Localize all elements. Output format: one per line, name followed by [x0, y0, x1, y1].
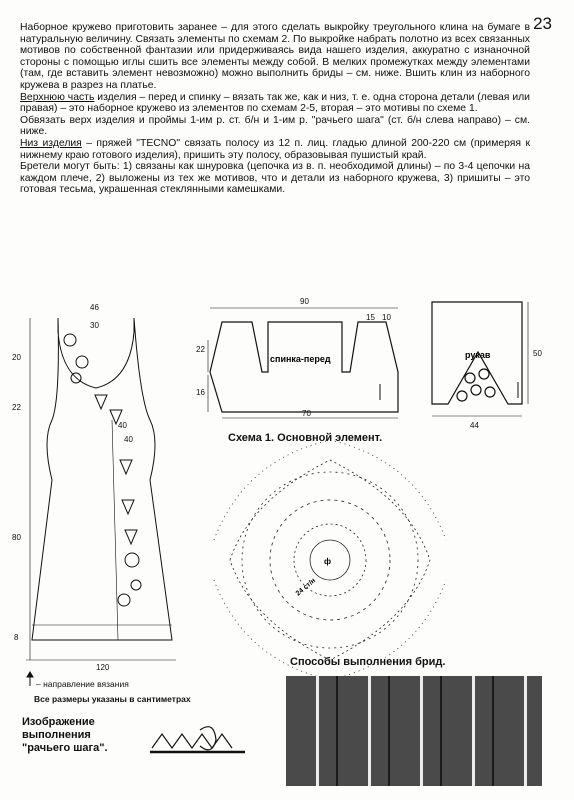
- dress-dim-80: 80: [12, 533, 21, 542]
- arrow-note: – направление вязания: [36, 679, 129, 689]
- dress-dim-20: 20: [12, 353, 21, 362]
- front-back-16: 16: [196, 388, 205, 397]
- front-back-total-width: 90: [300, 297, 309, 306]
- front-back-10: 10: [382, 313, 391, 322]
- paragraph: Низ изделия – пряжей "TECNO" связать полосу из 12 п. лиц. гладью длиной 200-220 см (примеряя к нижнему краю готового изделия), пришить эту полосу, образовывая пушистый край.: [20, 137, 530, 161]
- sleeve-height: 50: [533, 349, 542, 358]
- units-note: Все размеры указаны в сантиметрах: [34, 694, 191, 704]
- rachiy-shag-drawing: [150, 727, 245, 752]
- scheme1-caption: Схема 1. Основной элемент.: [228, 432, 383, 444]
- paragraph: Обвязать верх изделия и проймы 1-им р. ст. б/н и 1-им р. "рачьего шага" (ст. б/н слева направо) – см. ниже.: [20, 114, 530, 138]
- rachiy-caption: Изображение выполнения "рачьего шага".: [22, 716, 108, 754]
- dress-bottom-width: 120: [96, 663, 110, 672]
- svg-text:ф: ф: [324, 557, 331, 566]
- direction-arrow-icon: [27, 672, 33, 686]
- dress-pattern: [26, 318, 176, 660]
- motif-center-label: 24 ст/н: [294, 577, 318, 598]
- front-back-15: 15: [366, 313, 375, 322]
- paragraph: Верхнюю часть изделия – перед и спинку – вязать так же, как и низ, т. е. одна сторона детали (левая или правая) – это наборное кружево из элементов по схемам 2-5, вторая – это мотивы по схеме 1.: [20, 91, 530, 115]
- dress-top-width: 46: [90, 303, 99, 312]
- paragraph: Бретели могут быть: 1) связаны как шнуровка (цепочка из в. п. необходимой длины) – по 3-4 цепочки на каждом плече, 2) выложены из тех же мотивов, что и детали из наборного кружева, 3) пришиты – это готовая тесьма, украшенная стеклянными камешками.: [20, 161, 530, 196]
- dress-neck: 30: [90, 321, 99, 330]
- front-back-70: 70: [302, 409, 311, 418]
- front-back-22: 22: [196, 345, 205, 354]
- sleeve-label: рукав: [465, 350, 491, 360]
- dress-inner-40a: 40: [118, 421, 127, 430]
- dress-dim-8: 8: [14, 633, 19, 642]
- brides-caption: Способы выполнения брид.: [290, 656, 446, 668]
- page-number: 23: [533, 14, 552, 33]
- dress-dim-22: 22: [12, 403, 21, 412]
- brides-photo: [286, 676, 542, 786]
- dress-inner-40b: 40: [124, 435, 133, 444]
- front-back-label: спинка-перед: [270, 354, 331, 364]
- sleeve-width: 44: [470, 421, 479, 430]
- paragraph: Наборное кружево приготовить заранее – для этого сделать выкройку треугольного клина на бумаге в натуральную величину. Связать элементы по схемам 2. По выкройке набрать полотно из всех связанных мотивов по собственной фантазии или придерживаясь вида нашего изделия, аккуратно с изнаночной стороны с помощью иглы сшить все элементы между собой. В мелких промежутках между элементами (там, где вставить элемент невозможно) можно выполнить бриды – см. ниже. Вшить клин из наборного кружева в разрез на платье.: [20, 22, 530, 91]
